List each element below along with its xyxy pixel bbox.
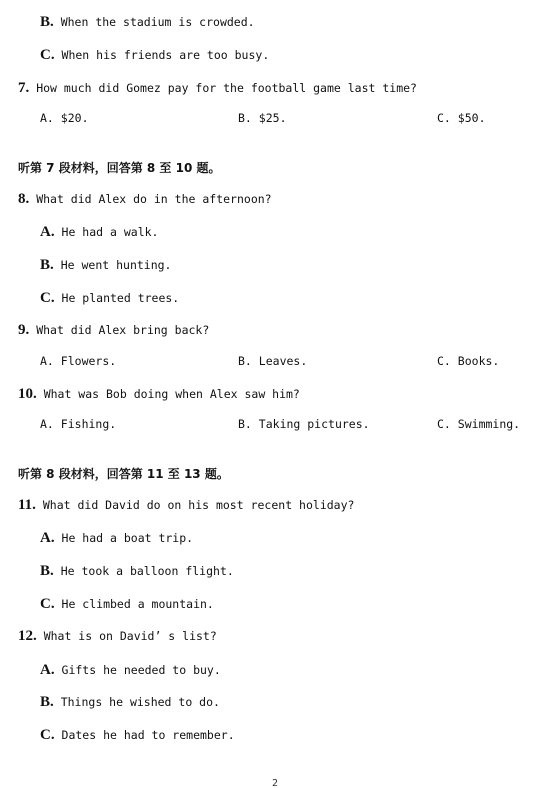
question-number: 7. — [18, 80, 30, 96]
question-text: What did Alex do in the afternoon? — [36, 192, 272, 206]
option-letter: A. — [40, 111, 54, 125]
option-c — [437, 107, 486, 129]
option-text: Leaves. — [258, 354, 308, 368]
option-letter: C. — [40, 596, 55, 612]
option-letter: B. — [40, 694, 54, 710]
option-text: Books. — [457, 354, 500, 368]
option-c — [40, 287, 550, 309]
option-b — [238, 350, 307, 372]
option-text: Fishing. — [60, 417, 117, 431]
option-b — [40, 560, 550, 582]
option-b — [238, 107, 287, 129]
option-a — [40, 107, 89, 129]
question-number: 10. — [18, 386, 37, 402]
question-number: 8. — [18, 191, 30, 207]
question-10 — [18, 383, 550, 405]
option-letter: C. — [40, 727, 55, 743]
option-c — [437, 413, 520, 435]
option-text: He had a walk. — [61, 225, 159, 239]
option-b — [40, 691, 550, 713]
option-letter: B. — [238, 111, 252, 125]
question-7-options — [0, 107, 550, 129]
question-text: What did Alex bring back? — [36, 323, 210, 337]
option-text: He took a balloon flight. — [60, 564, 234, 578]
page-number: 2 — [271, 778, 279, 788]
option-c — [40, 724, 550, 746]
question-text: What is on David’ s list? — [43, 629, 217, 643]
question-number: 12. — [18, 628, 37, 644]
option-text: He went hunting. — [60, 258, 172, 272]
option-a — [40, 221, 550, 243]
option-letter: A. — [40, 417, 54, 431]
option-text: He climbed a mountain. — [61, 597, 214, 611]
option-text: $50. — [457, 111, 486, 125]
option-text: Dates he had to remember. — [61, 728, 235, 742]
option-text: Flowers. — [60, 354, 117, 368]
option-text: $20. — [60, 111, 89, 125]
option-a — [40, 659, 550, 681]
question-11 — [18, 494, 550, 516]
option-b — [238, 413, 370, 435]
option-text: Gifts he needed to buy. — [61, 663, 221, 677]
option-c — [40, 593, 550, 615]
question-10-options — [0, 413, 550, 435]
option-text: $25. — [258, 111, 287, 125]
section-heading: 听第 8 段材料，回答第 11 至 13 题。 — [18, 467, 229, 481]
option-letter: A. — [40, 224, 55, 240]
question-8 — [18, 188, 550, 210]
option-letter: C. — [40, 47, 55, 63]
question-12 — [18, 625, 550, 647]
option-a — [40, 413, 116, 435]
option-c — [40, 44, 550, 66]
option-letter: A. — [40, 662, 55, 678]
question-text: What did David do on his most recent holiday? — [42, 498, 355, 512]
option-text: Things he wished to do. — [60, 695, 220, 709]
option-letter: A. — [40, 530, 55, 546]
question-number: 9. — [18, 322, 30, 338]
option-text: Taking pictures. — [258, 417, 370, 431]
section-heading: 听第 7 段材料，回答第 8 至 10 题。 — [18, 161, 221, 175]
option-letter: B. — [40, 257, 54, 273]
option-a — [40, 350, 116, 372]
option-b — [40, 11, 550, 33]
option-text: When the stadium is crowded. — [60, 15, 255, 29]
question-number: 11. — [18, 497, 36, 513]
option-letter: B. — [40, 563, 54, 579]
question-9 — [18, 319, 550, 341]
option-text: He planted trees. — [61, 291, 180, 305]
option-letter: B. — [238, 417, 252, 431]
option-letter: C. — [437, 111, 451, 125]
option-letter: C. — [437, 354, 451, 368]
option-text: He had a boat trip. — [61, 531, 194, 545]
question-9-options — [0, 350, 550, 372]
question-7 — [18, 77, 550, 99]
option-letter: B. — [40, 14, 54, 30]
option-letter: A. — [40, 354, 54, 368]
option-b — [40, 254, 550, 276]
option-a — [40, 527, 550, 549]
option-c — [437, 350, 499, 372]
option-letter: C. — [437, 417, 451, 431]
option-letter: B. — [238, 354, 252, 368]
question-text: What was Bob doing when Alex saw him? — [43, 387, 300, 401]
option-letter: C. — [40, 290, 55, 306]
question-text: How much did Gomez pay for the football game last time? — [36, 81, 417, 95]
option-text: Swimming. — [457, 417, 521, 431]
option-text: When his friends are too busy. — [61, 48, 270, 62]
